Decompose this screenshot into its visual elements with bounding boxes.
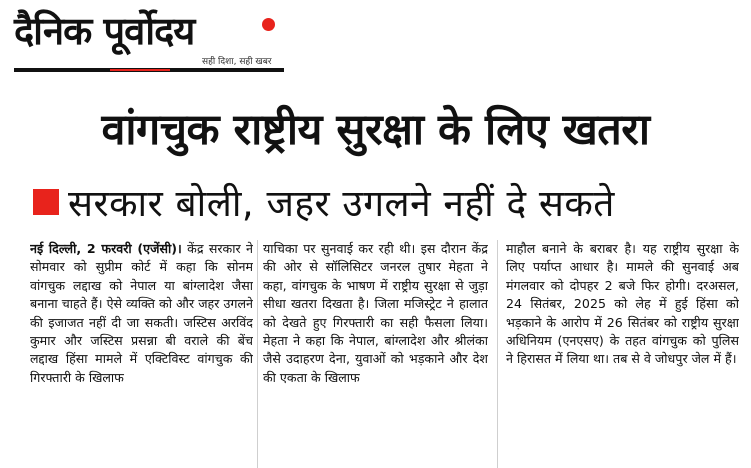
article-headline: वांगचुक राष्ट्रीय सुरक्षा के लिए खतरा bbox=[101, 105, 650, 155]
article-subheadline: सरकार बोली, जहर उगलने नहीं दे सकते bbox=[68, 182, 615, 225]
article-dateline: नई दिल्ली, 2 फरवरी (एजेंसी)। bbox=[30, 241, 182, 256]
article-column-2-text: याचिका पर सुनवाई कर रही थी। इस दौरान केंद्र की ओर से सॉलिसिटर जनरल तुषार मेहता ने कहा, वांगचुक के भाषण में राष्ट्रीय सुरक्षा से जुड़ा सीधा खतरा दिखता है। जिला मजिस्ट्रेट ने हालात को देखते हुए गिरफ्तारी का सही फैसला लिया। मेहता ने कहा कि नेपाल, बांग्लादेश और श्रीलंका जैसे उदाहरण देना, युवाओं को भड़काने और देश की एकता के खिलाफ bbox=[263, 241, 488, 385]
masthead bbox=[14, 4, 284, 72]
masthead-tagline: सही दिशा, सही खबर bbox=[202, 57, 272, 67]
column-divider bbox=[257, 240, 258, 468]
article-column-1-text: केंद्र सरकार ने सोमवार को सुप्रीम कोर्ट में कहा कि सोनम वांगचुक लद्दाख को नेपाल या बांग्लादेश जैसा बनाना चाहते हैं। ऐसे व्यक्ति को और जहर उगलने की इजाजत नहीं दी जा सकती। जस्टिस अरविंद कुमार और जस्टिस प्रसन्ना बी वराले की बेंच लद्दाख हिंसा मामले में एक्टिविस्ट वांगचुक की गिरफ्तारी के खिलाफ bbox=[30, 241, 253, 385]
article-column-3-text: माहौल बनाने के बराबर है। यह राष्ट्रीय सुरक्षा के लिए पर्याप्त आधार है। मामले की सुनवाई अब मंगलवार को दोपहर 2 बजे फिर होगी। दरअसल, 24 सितंबर, 2025 को लेह में हुई हिंसा को भड़काने के आरोप में 26 सितंबर को राष्ट्रीय सुरक्षा अधिनियम (एनएसए) के तहत वांगचुक को पुलिस ने हिरासत में लिया था। तब से वे जोधपुर जेल में हैं। bbox=[506, 241, 739, 367]
article-column-3 bbox=[506, 240, 739, 468]
logo-red-dot-icon bbox=[262, 18, 275, 31]
masthead-rule-accent bbox=[110, 69, 170, 71]
article-column-1 bbox=[30, 240, 253, 468]
column-divider bbox=[497, 240, 498, 468]
newspaper-logo: दैनिक पूर्वोदय bbox=[14, 9, 195, 53]
article-column-2 bbox=[263, 240, 488, 468]
red-square-bullet-icon bbox=[33, 189, 59, 215]
